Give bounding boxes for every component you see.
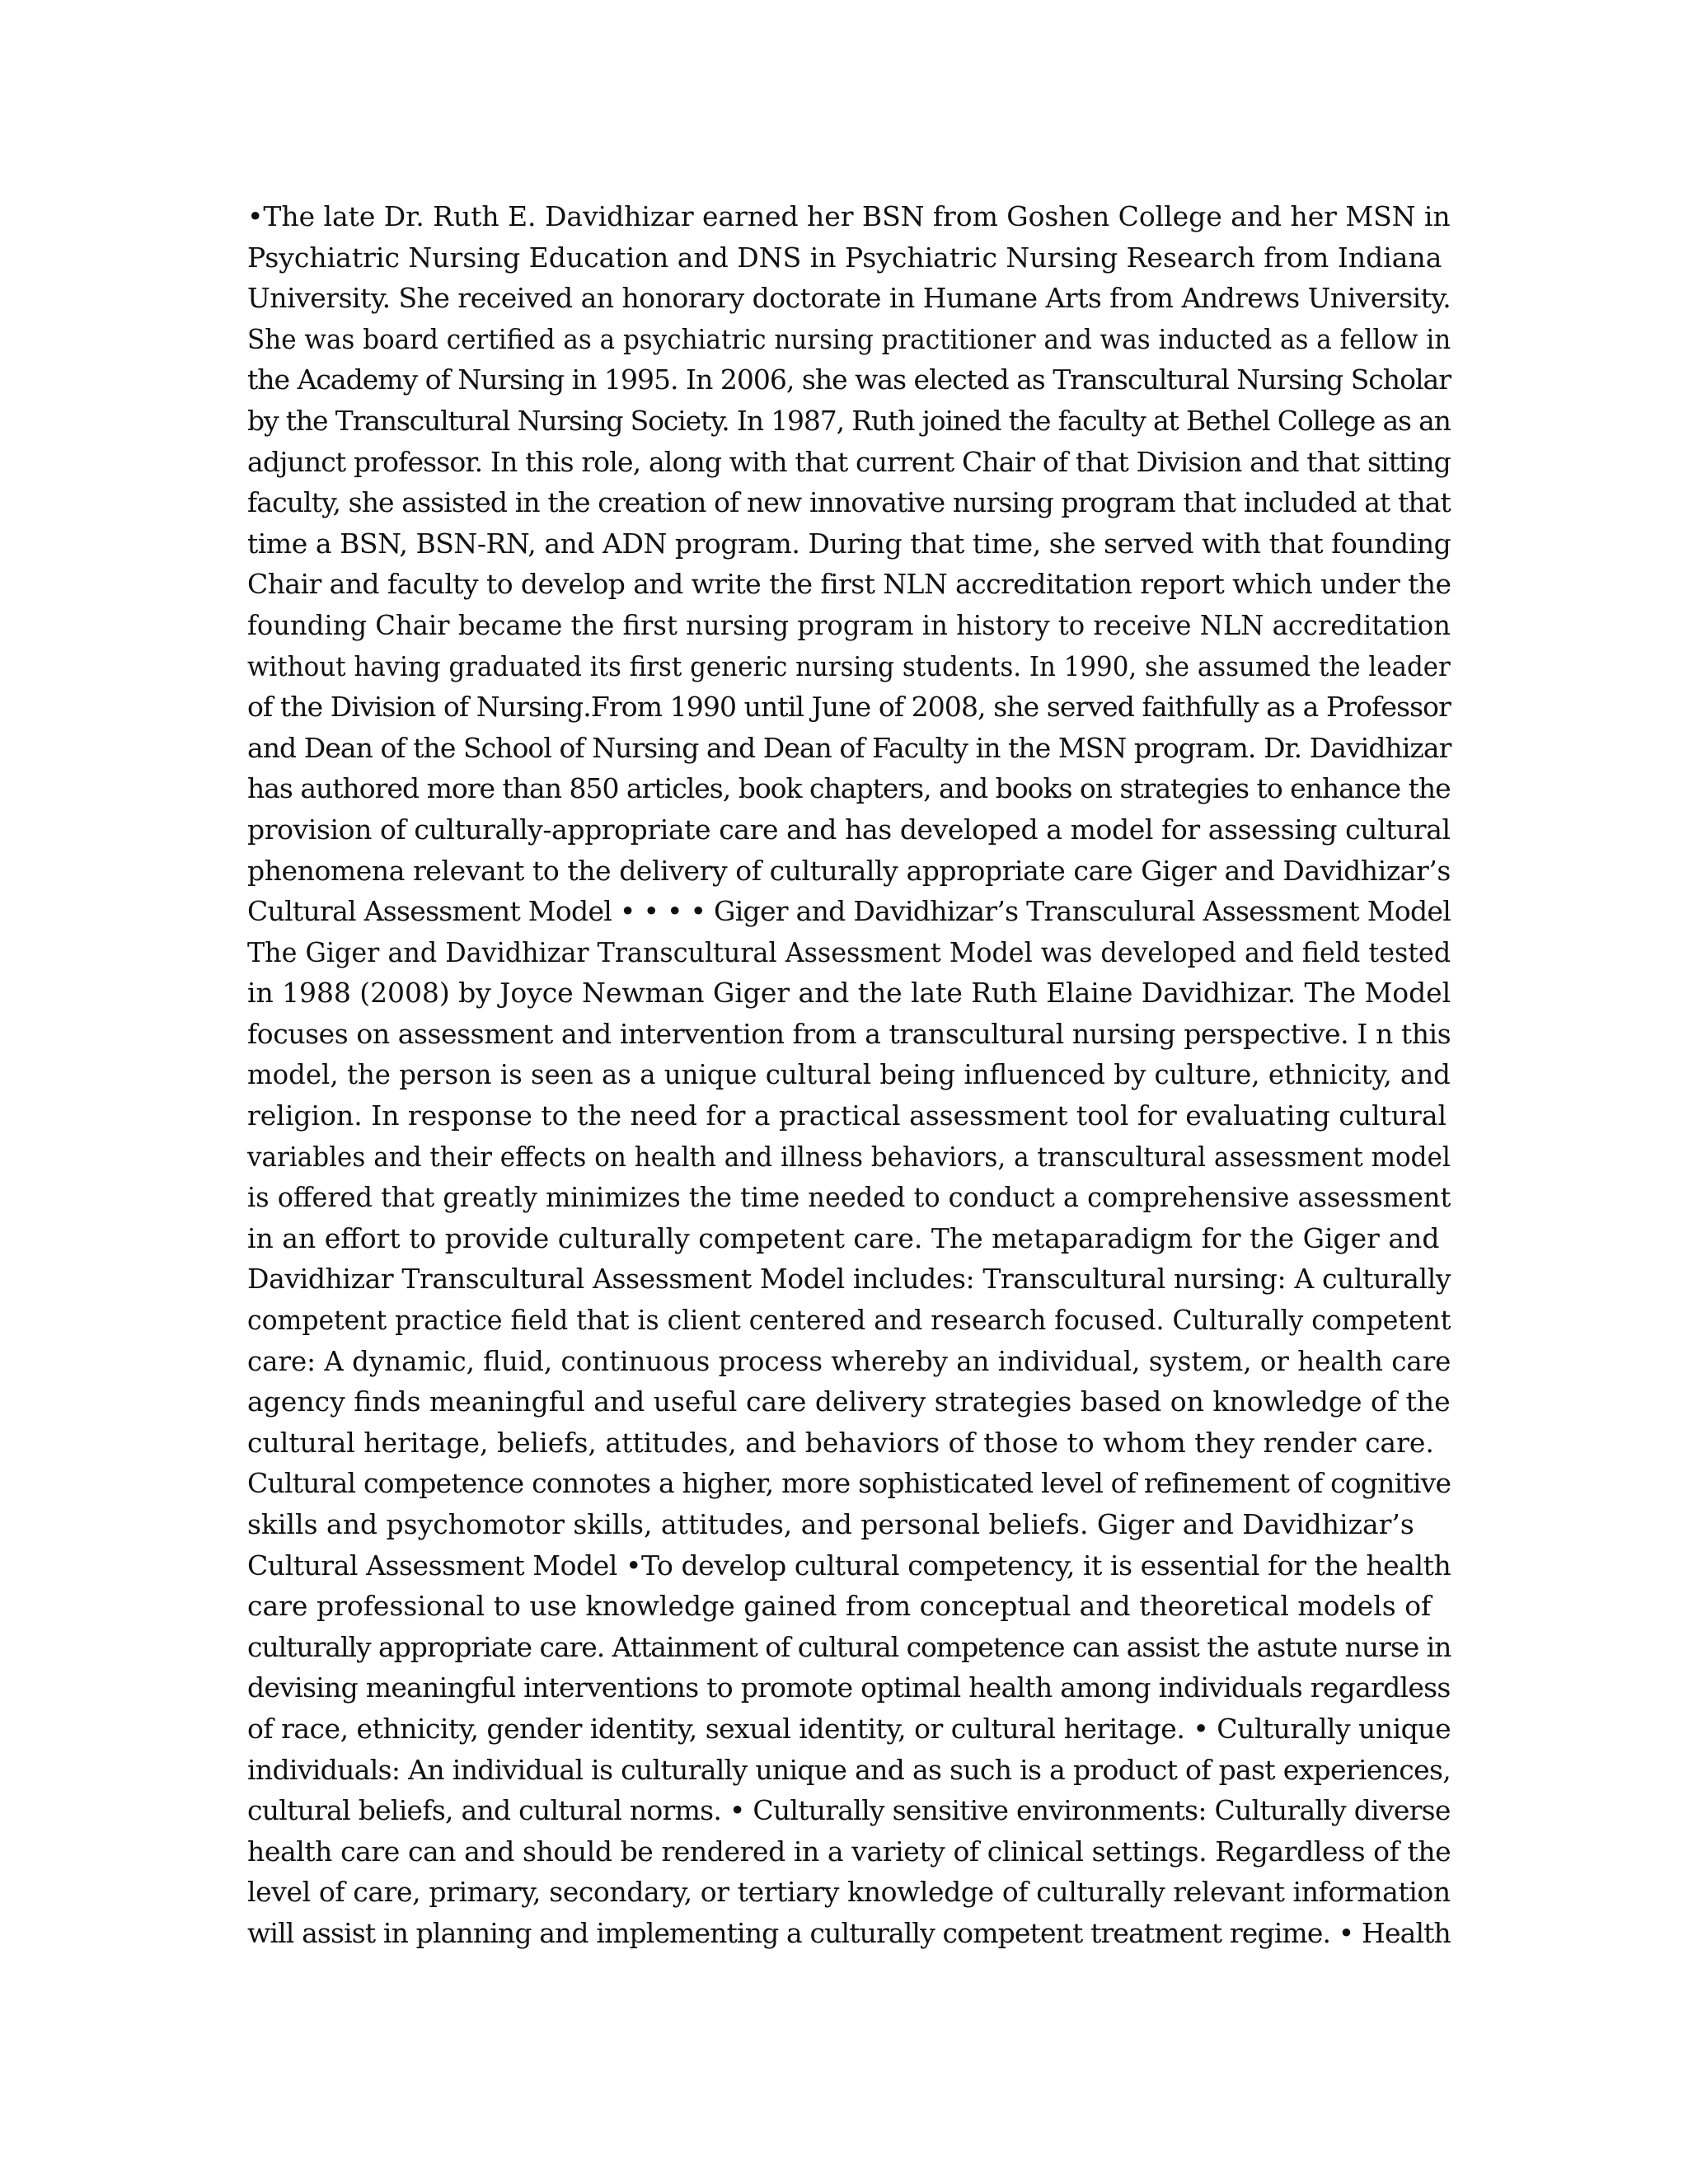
text-line: variables and their effects on health and illness behaviors, a transcultural assessment model (247, 1140, 1451, 1173)
text-line: Cultural competence connotes a higher, more sophisticated level of refinement of cognitive (247, 1467, 1451, 1500)
text-line: culturally appropriate care. Attainment of cultural competence can assist the astute nurse in (247, 1630, 1451, 1663)
text-line: Cultural Assessment Model • • • • Giger and Davidhizar’s Transculural Assessment Model (247, 895, 1451, 928)
text-line: care professional to use knowledge gained from conceptual and theoretical models of (247, 1590, 1432, 1623)
text-line: without having graduated its first generic nursing students. In 1990, she assumed the leader (247, 649, 1451, 682)
text-line: focuses on assessment and intervention from a transcultural nursing perspective. I n this (247, 1017, 1451, 1050)
text-line: phenomena relevant to the delivery of culturally appropriate care Giger and Davidhizar’s (247, 854, 1451, 887)
text-line: Psychiatric Nursing Education and DNS in Psychiatric Nursing Research from Indiana (247, 241, 1442, 274)
body-text (247, 196, 1451, 1954)
text-line: is offered that greatly minimizes the time needed to conduct a comprehensive assessment (247, 1181, 1451, 1214)
text-line: of the Division of Nursing.From 1990 until June of 2008, she served faithfully as a Professor (247, 691, 1451, 724)
text-line: founding Chair became the first nursing program in history to receive NLN accreditation (247, 608, 1451, 641)
text-line: by the Transcultural Nursing Society. In 1987, Ruth joined the faculty at Bethel College as an (247, 404, 1451, 437)
text-line: provision of culturally-appropriate care and has developed a model for assessing cultural (247, 813, 1451, 846)
text-line: She was board certified as a psychiatric nursing practitioner and was inducted as a fellow in (247, 322, 1451, 355)
text-line: and Dean of the School of Nursing and Dean of Faculty in the MSN program. Dr. Davidhizar (247, 731, 1451, 764)
text-line: cultural beliefs, and cultural norms. • Culturally sensitive environments: Culturally diverse (247, 1794, 1451, 1827)
text-line: in an effort to provide culturally competent care. The metaparadigm for the Giger and (247, 1221, 1440, 1254)
text-line: cultural heritage, beliefs, attitudes, and behaviors of those to whom they render care. (247, 1426, 1434, 1459)
text-line: Davidhizar Transcultural Assessment Model includes: Transcultural nursing: A culturally (247, 1263, 1451, 1296)
text-line: •The late Dr. Ruth E. Davidhizar earned her BSN from Goshen College and her MSN in (247, 200, 1451, 232)
text-line: faculty, she assisted in the creation of new innovative nursing program that included at that (247, 486, 1451, 519)
text-line: in 1988 (2008) by Joyce Newman Giger and the late Ruth Elaine Davidhizar. The Model (247, 977, 1451, 1010)
text-line: the Academy of Nursing in 1995. In 2006, she was elected as Transcultural Nursing Scholar (247, 363, 1451, 396)
text-line: competent practice field that is client centered and research focused. Culturally competent (247, 1304, 1451, 1337)
text-line: adjunct professor. In this role, along with that current Chair of that Division and that sitting (247, 445, 1451, 478)
text-line: religion. In response to the need for a practical assessment tool for evaluating cultural (247, 1099, 1447, 1132)
text-line: health care can and should be rendered in a variety of clinical settings. Regardless of the (247, 1835, 1451, 1868)
text-line: has authored more than 850 articles, book chapters, and books on strategies to enhance the (247, 772, 1451, 805)
text-line: will assist in planning and implementing a culturally competent treatment regime. • Health (247, 1916, 1451, 1949)
text-line: time a BSN, BSN-RN, and ADN program. During that time, she served with that founding (247, 527, 1451, 560)
text-line: model, the person is seen as a unique cultural being influenced by culture, ethnicity, and (247, 1058, 1451, 1091)
text-line: devising meaningful interventions to promote optimal health among individuals regardless (247, 1671, 1451, 1704)
text-line: individuals: An individual is culturally unique and as such is a product of past experiences, (247, 1753, 1451, 1786)
text-line: The Giger and Davidhizar Transcultural Assessment Model was developed and field tested (247, 935, 1451, 968)
text-line: level of care, primary, secondary, or tertiary knowledge of culturally relevant information (247, 1876, 1451, 1909)
text-line: agency finds meaningful and useful care delivery strategies based on knowledge of the (247, 1385, 1451, 1418)
text-line: care: A dynamic, fluid, continuous process whereby an individual, system, or health care (247, 1344, 1451, 1377)
text-line: University. She received an honorary doctorate in Humane Arts from Andrews University. (247, 282, 1451, 315)
text-line: Cultural Assessment Model •To develop cultural competency, it is essential for the health (247, 1549, 1451, 1582)
text-line: skills and psychomotor skills, attitudes, and personal beliefs. Giger and Davidhizar’s (247, 1508, 1414, 1540)
text-line: Chair and faculty to develop and write the first NLN accreditation report which under the (247, 568, 1451, 601)
text-line: of race, ethnicity, gender identity, sexual identity, or cultural heritage. • Culturally unique (247, 1712, 1451, 1745)
